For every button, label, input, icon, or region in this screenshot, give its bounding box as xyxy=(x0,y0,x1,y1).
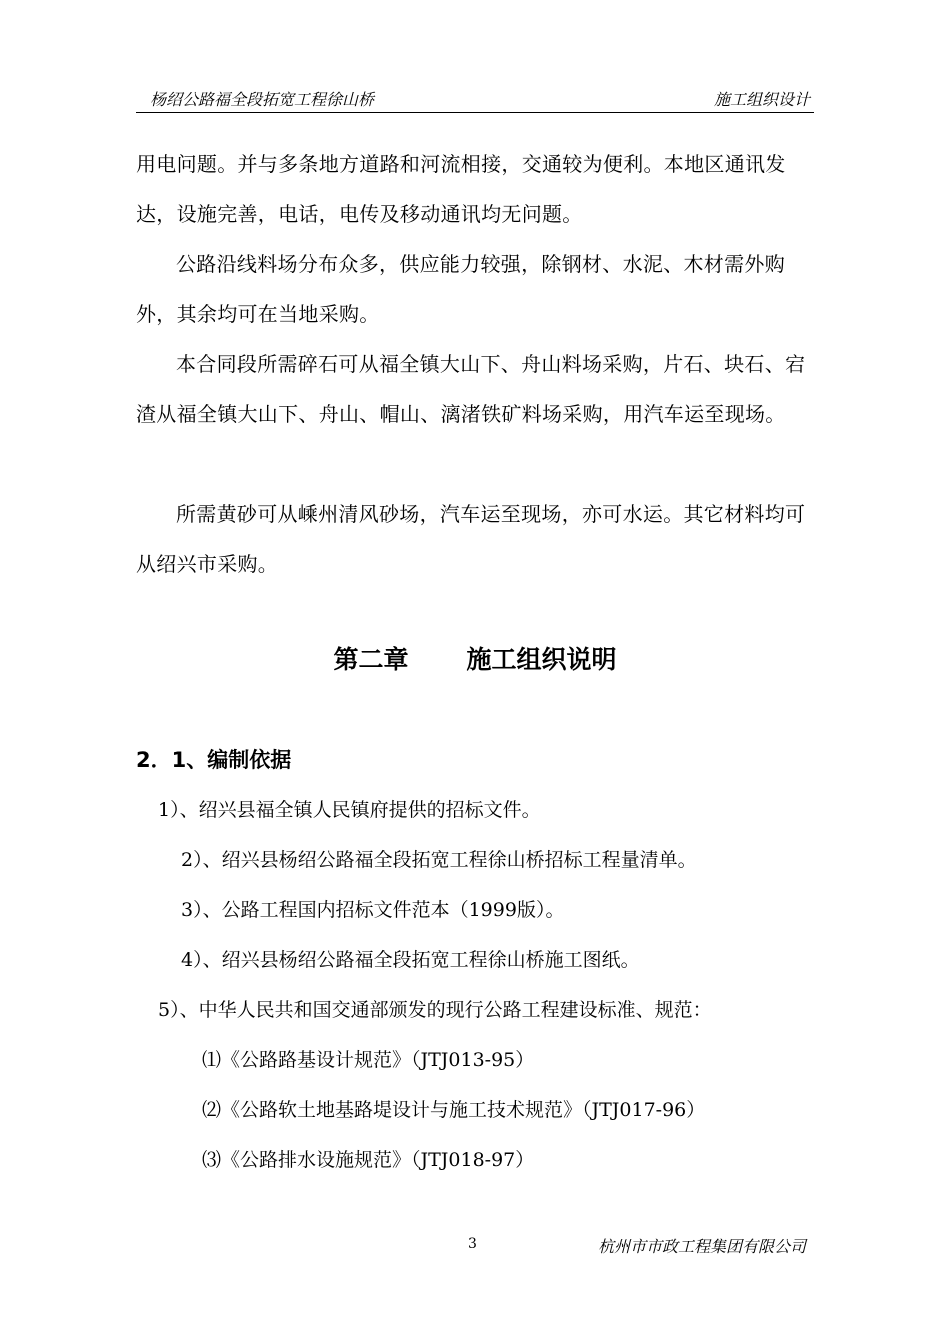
paragraph-text: 本合同段所需碎石可从福全镇大山下、舟山料场采购，片石、块石、宕渣从福全镇大山下、舟山、帽山、漓渚铁矿料场采购，用汽车运至现场。 xyxy=(136,352,806,426)
body-paragraph-2 xyxy=(136,239,816,339)
page-header xyxy=(136,88,814,113)
footer-company-name: 杭州市市政工程集团有限公司 xyxy=(597,1237,806,1256)
body-paragraph-3 xyxy=(136,339,816,439)
list-item: 4）、绍兴县杨绍公路福全段拓宽工程徐山桥施工图纸。 xyxy=(181,949,640,971)
section-heading: 2．1、编制依据 xyxy=(136,748,292,772)
paragraph-text: 公路沿线料场分布众多，供应能力较强，除钢材、水泥、木材需外购外，其余均可在当地采购。 xyxy=(136,252,785,326)
list-item: 5）、中华人民共和国交通部颁发的现行公路工程建设标准、规范： xyxy=(158,999,712,1021)
paragraph-text: 用电问题。并与多条地方道路和河流相接，交通较为便利。本地区通讯发达，设施完善，电话，电传及移动通讯均无问题。 xyxy=(136,152,786,226)
chapter-heading xyxy=(0,640,950,680)
header-project-title: 杨绍公路福全段拓宽工程徐山桥 xyxy=(150,90,375,109)
sublist-item: ⑵《公路软土地基路堤设计与施工技术规范》（JTJ017-96） xyxy=(202,1099,706,1121)
body-paragraph-4 xyxy=(136,489,816,589)
body-paragraph-1 xyxy=(136,139,816,239)
paragraph-text: 所需黄砂可从嵊州清风砂场，汽车运至现场，亦可水运。其它材料均可从绍兴市采购。 xyxy=(136,502,806,576)
list-item: 2）、绍兴县杨绍公路福全段拓宽工程徐山桥招标工程量清单。 xyxy=(181,849,697,871)
list-item: 1）、绍兴县福全镇人民镇府提供的招标文件。 xyxy=(158,799,541,821)
page-number: 3 xyxy=(468,1236,477,1252)
chapter-number: 第二章 xyxy=(333,645,409,674)
sublist-item: ⑶《公路排水设施规范》（JTJ018-97） xyxy=(202,1149,535,1171)
chapter-title: 施工组织说明 xyxy=(466,645,617,674)
sublist-item: ⑴《公路路基设计规范》（JTJ013-95） xyxy=(202,1049,535,1071)
list-item: 3）、公路工程国内招标文件范本（1999版）。 xyxy=(181,899,565,921)
header-document-type: 施工组织设计 xyxy=(713,90,810,109)
